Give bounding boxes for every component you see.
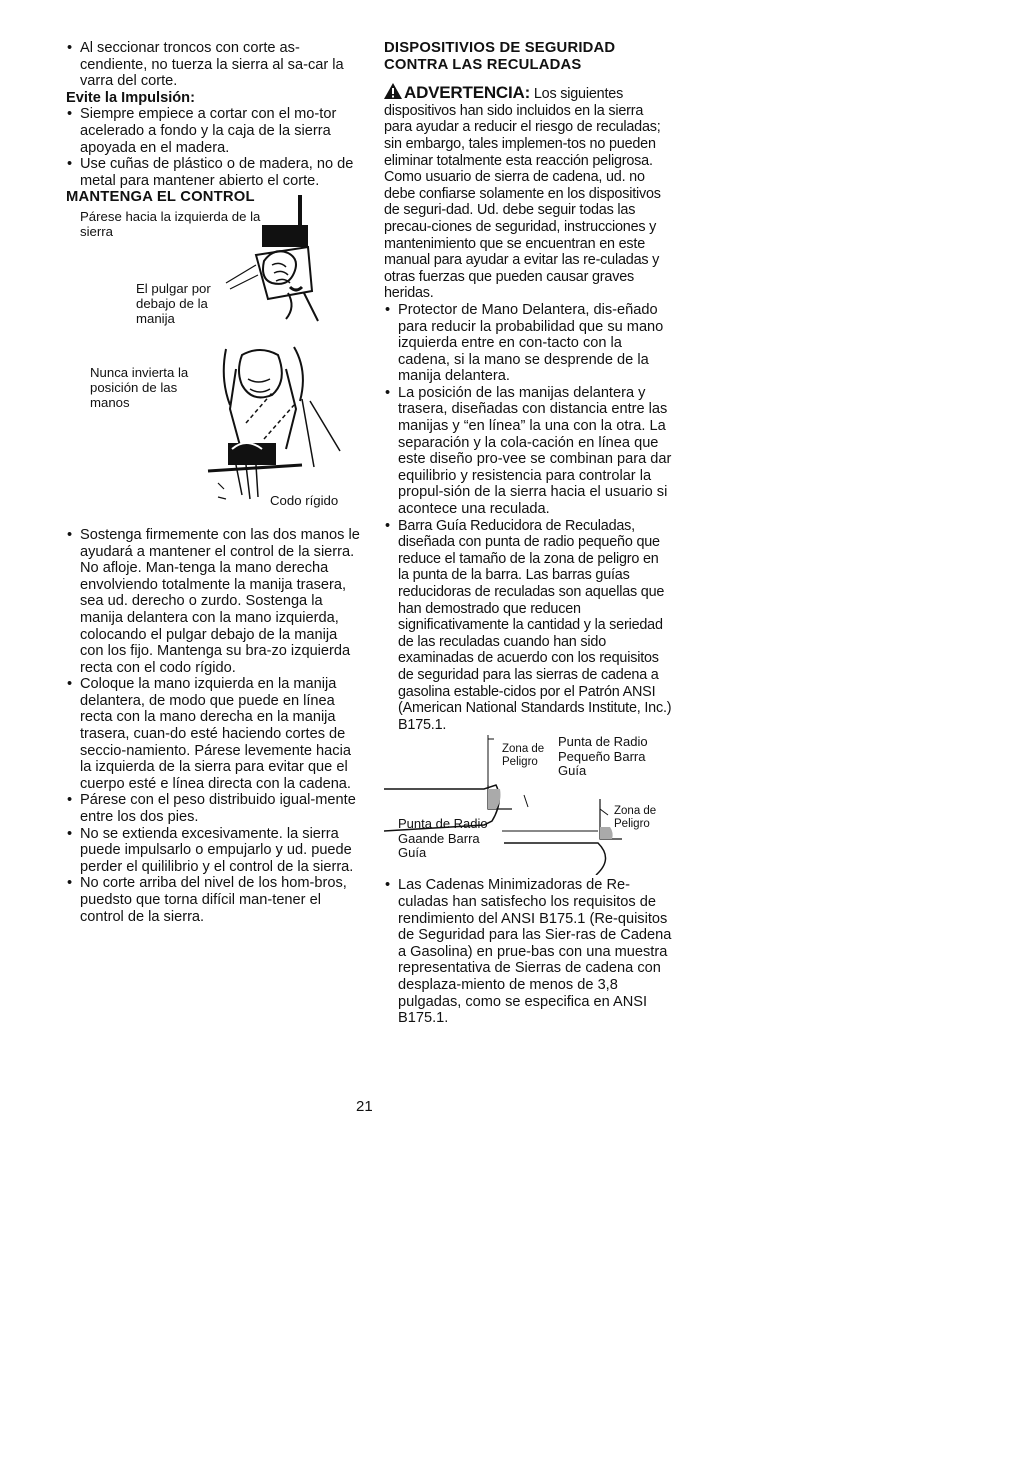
small-tip-label: Punta de Radio Pequeño Barra Guía: [558, 734, 648, 779]
evite-heading: Evite la Impulsión:: [66, 89, 195, 106]
zona-peligro-small-label: Zona de Peligro: [502, 743, 545, 769]
list-item: • La posición de las manijas delantera y trasera, diseñadas con distancia entre las manijas y “en línea” la una con la otra. La separación y la cola-cación en línea que este diseño pro-vee se combinan para dar equilibrio y resistencia para controlar la propul-sión de la sierra hacia el usuario si acontece una reculada.: [384, 385, 672, 518]
zona-peligro-large-label: Zona de Peligro: [614, 805, 657, 831]
device-bullet-list: [384, 302, 672, 733]
large-tip-label: Punta de Radio Gaande Barra Guía: [398, 816, 488, 861]
list-item: • Barra Guía Reducidora de Reculadas, diseñada con punta de radio pequeño que reduce el tamaño de la zona de peligro en la punta de la barra. Las barras guías reducidoras de reculadas son aquellas que han demostrado que reducen significativamente la cantidad y la seriedad de las reculadas cuando han sido examinadas de acuerdo con los requisitos de seguridad para las sierras de cadena a gasolina estable-cidos por el Patrón ANSI (American National Standards Institute, Inc.) B175.1.: [384, 518, 672, 734]
left-column: [66, 40, 360, 925]
intro-bullet-list: [66, 40, 360, 90]
list-item: • Párese con el peso distribuido igual-mente entre los dos pies.: [66, 792, 360, 825]
warning-icon: [384, 83, 402, 99]
list-item: • Sostenga firmemente con las dos manos le ayudará a mantener el control de la sierra. No afloje. Man-tenga la mano derecha envolviendo totalmente la manija trasera, sea ud. derecho o zurdo. Sostenga la manija delantera con la mano izquierda, colocando el pulgar debajo de la manija con los fijo. Mantenga su bra-zo izquierda recta con el codo rígido.: [66, 527, 360, 676]
caption-thumb: El pulgar por debajo de la manija: [136, 280, 211, 326]
right-column: [384, 40, 672, 1027]
control-heading: MANTENGA EL CONTROL: [66, 189, 255, 206]
evite-bullet-list: [66, 106, 360, 189]
kickback-heading-line1: DISPOSITIVIOS DE SEGURIDAD: [384, 40, 616, 56]
chain-bullet-list: [384, 877, 672, 1026]
list-item: • Siempre empiece a cortar con el mo-tor acelerado a fondo y la caja de la sierra apoyada en el madera.: [66, 106, 360, 156]
list-item: • Use cuñas de plástico o de madera, no de metal para mantener abierto el corte.: [66, 156, 360, 189]
warning-text: Los siguientes dispositivos han sido incluidos en la sierra para ayudar a reducir el riesgo de reculadas; sin embargo, tales implemen-tos no pueden eliminar totalmente esta reacción peligrosa. Como usuario de sierra de cadena, ud. no debe confiarse solamente en los dispositivos de seguri-dad. Ud. debe seguir todas las precau-ciones de seguridad, instrucciones y mantenimiento que se encuentran en este manual para ayudar a evitar las re-culadas y otras fuerzas que pueden causar graves heridas.: [384, 86, 661, 302]
caption-stand-left: Párese hacia la izquierda de la sierra: [80, 208, 261, 239]
list-item: • Al seccionar troncos con corte as-cendiente, no tuerza la sierra al sa-car la varra del corte.: [66, 40, 360, 90]
list-item: • No corte arriba del nivel de los hom-bros, puedsto que torna difícil man-tener el control de la sierra.: [66, 875, 360, 925]
page-number: 21: [356, 1098, 373, 1115]
list-item: • Protector de Mano Delantera, dis-eñado para reducir la probabilidad que su mano izquierda entre en con-tacto con la cadena, si la mano se desprende de la manija delantera.: [384, 302, 672, 385]
warning-paragraph: [384, 83, 672, 302]
list-item: • Las Cadenas Minimizadoras de Re-culadas han satisfecho los requisitos de rendimiento del ANSI B175.1 (Re-quisitos de Seguridad para las Sier-ras de Cadena a Gasolina) en prue-bas con una muestra representativa de Sierras de cadena con desplaza-miento de menos de 3,8 pulgadas, como se especifica en ANSI B175.1.: [384, 877, 672, 1026]
control-bullet-list: [66, 527, 360, 925]
kickback-heading-line2: CONTRA LAS RECULADAS: [384, 56, 582, 73]
guide-bar-figure: [384, 735, 672, 875]
hand-position-figure: [66, 209, 360, 524]
hand-grip-illustration: [216, 195, 326, 325]
operator-illustration: [206, 339, 366, 519]
caption-rigid-elbow: Codo rígido: [270, 492, 339, 508]
warning-word: ADVERTENCIA:: [404, 83, 531, 103]
list-item: • Coloque la mano izquierda en la manija delantera, de modo que puede en línea recta con la mano derecha en la manija trasera, cuan-do esté haciendo cortes de seccio-namiento. Párese levemente hacia la izquierda de la sierra para evitar que el cuerpo esté e línea directa con la cadena.: [66, 676, 360, 792]
list-item: • No se extienda excesivamente. la sierra puede impulsarlo o empujarlo y ud. puede perder el quililibrio y el control de la sierra.: [66, 826, 360, 876]
caption-never-cross: Nunca invierta la posición de las manos: [90, 364, 189, 410]
